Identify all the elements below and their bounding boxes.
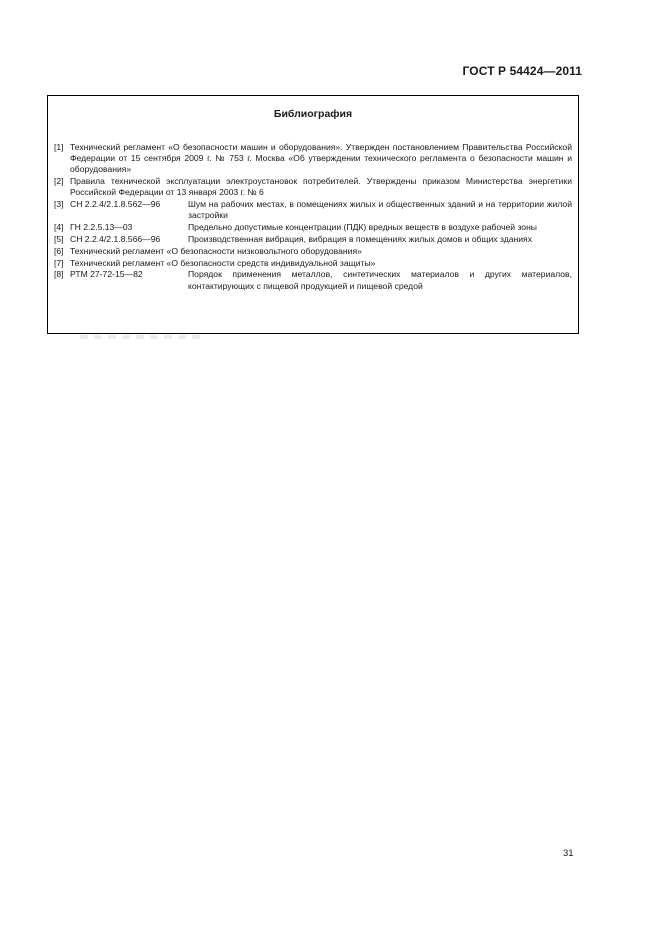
bibliography-list xyxy=(54,142,572,292)
bibliography-entry-2 xyxy=(54,176,572,198)
bibliography-entry-6 xyxy=(54,246,572,257)
entry-number: [3] xyxy=(54,199,64,210)
bibliography-entry-4 xyxy=(54,222,572,233)
entry-code: ГН 2.2.5.13—03 xyxy=(70,222,133,233)
scan-artifact xyxy=(80,335,205,339)
entry-text: Предельно допустимые концентрации (ПДК) вредных веществ в воздухе рабочей зоны xyxy=(188,222,537,233)
entry-text: Порядок применения металлов, синтетических материалов и других материалов, контактирующих с пищевой продукцией и пищевой средой xyxy=(188,269,572,291)
entry-number: [5] xyxy=(54,234,64,244)
page-number: 31 xyxy=(563,848,574,859)
entry-number: [1] xyxy=(54,142,64,152)
entry-number: [8] xyxy=(54,269,64,280)
bibliography-entry-5 xyxy=(54,234,572,245)
entry-number: [6] xyxy=(54,245,64,256)
entry-text: Правила технической эксплуатации электроустановок потребителей. Утверждены приказом Министерства энергетики Российской Федерации от 13 января 2003 г. № 6 xyxy=(70,176,572,198)
entry-code: РТМ 27-72-15—82 xyxy=(70,269,143,280)
entry-code: СН 2.2.4/2.1.8.562—96 xyxy=(70,199,161,210)
bibliography-box xyxy=(47,95,579,334)
entry-text: Технический регламент «О безопасности машин и оборудования». Утвержден постановлением Правительства Российской Федерации от 15 сентября 2009 г. № 753 г. Москва «Об утверждении технического регламента о безопасности машин и оборудования» xyxy=(70,142,572,175)
entry-text: Технический регламент «О безопасности низковольтного оборудования» xyxy=(70,245,362,256)
entry-text: Технический регламент «О безопасности средств индивидуальной защиты» xyxy=(70,257,376,268)
entry-text: Производственная вибрация, вибрация в помещениях жилых домов и общих зданиях xyxy=(188,234,533,244)
entry-number: [2] xyxy=(54,176,64,187)
bibliography-entry-7 xyxy=(54,258,572,269)
bibliography-entry-1 xyxy=(54,142,572,176)
entry-code: СН 2.2.4/2.1.8.566—96 xyxy=(70,234,161,244)
document-code: ГОСТ Р 54424—2011 xyxy=(462,64,582,78)
bibliography-entry-3 xyxy=(54,199,572,221)
entry-text: Шум на рабочих местах, в помещениях жилых и общественных зданий и на территории жилой застройки xyxy=(188,199,572,221)
entry-number: [7] xyxy=(54,257,64,268)
bibliography-entry-8 xyxy=(54,269,572,291)
entry-number: [4] xyxy=(54,222,64,233)
bibliography-title: Библиография xyxy=(273,108,353,120)
